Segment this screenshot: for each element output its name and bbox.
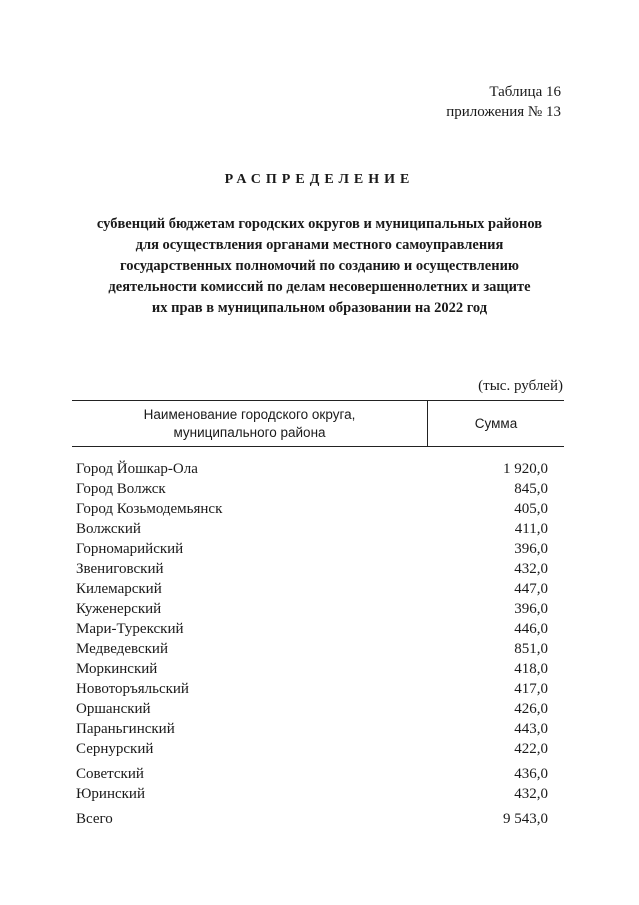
subtitle-line: их прав в муниципальном образовании на 2022 год [151,300,488,316]
column-header-name-line2: муниципального района [173,424,326,440]
table-row [76,579,548,599]
row-value: 447,0 [514,581,548,597]
row-value: 845,0 [514,481,548,497]
total-row [76,809,548,829]
units-label: (тыс. рублей) [478,378,563,394]
table-row [76,599,548,619]
table-body [76,459,548,829]
column-header-sum: Сумма [474,416,518,431]
total-value: 9 543,0 [503,811,548,827]
table-row [76,764,548,784]
table-row [76,459,548,479]
table-row [76,699,548,719]
subtitle-line: для осуществления органами местного самоуправления [135,237,504,253]
appendix-number: приложения № 13 [446,104,561,120]
row-value: 396,0 [514,541,548,557]
row-value: 851,0 [514,641,548,657]
row-value: 396,0 [514,601,548,617]
column-header-name-line1: Наименование городского округа, [143,406,356,422]
table-row [76,739,548,759]
total-label: Всего [76,811,113,827]
row-name: Горномарийский [76,541,184,557]
row-value: 426,0 [514,701,548,717]
row-value: 436,0 [514,766,548,782]
row-name: Город Волжск [76,481,166,497]
row-name: Город Козьмодемьянск [76,501,223,517]
subtitle-line: государственных полномочий по созданию и осуществлению [120,258,519,274]
row-name: Оршанский [76,701,151,717]
row-value: 422,0 [514,741,548,757]
row-value: 411,0 [514,521,548,537]
row-value: 446,0 [514,621,548,637]
row-name: Мари-Турекский [76,621,184,637]
row-name: Куженерский [76,601,162,617]
row-name: Волжский [76,521,141,537]
table-row [76,619,548,639]
row-value: 432,0 [514,561,548,577]
row-value: 443,0 [514,721,548,737]
row-value: 1 920,0 [503,461,548,477]
row-name: Новоторъяльский [76,681,189,697]
document-subtitle [70,214,569,319]
row-value: 432,0 [514,786,548,802]
table-header [72,400,564,447]
row-name: Медведевский [76,641,168,657]
row-name: Моркинский [76,661,158,677]
row-name: Параньгинский [76,721,175,737]
table-row [76,784,548,804]
row-name: Советский [76,766,144,782]
column-header-name [72,401,428,446]
row-name: Город Йошкар-Ола [76,461,198,477]
row-value: 417,0 [514,681,548,697]
table-row [76,519,548,539]
table-row [76,719,548,739]
row-name: Юринский [76,786,145,802]
table-row [76,479,548,499]
subtitle-line: деятельности комиссий по делам несовершеннолетних и защите [108,279,531,295]
table-number: Таблица 16 [489,84,561,100]
table-row [76,659,548,679]
table-row [76,639,548,659]
table-row [76,679,548,699]
subtitle-line: субвенций бюджетам городских округов и муниципальных районов [96,216,543,232]
table-reference [446,82,561,122]
row-value: 405,0 [514,501,548,517]
table-row [76,499,548,519]
row-value: 418,0 [514,661,548,677]
row-name: Сернурский [76,741,154,757]
row-name: Килемарский [76,581,162,597]
row-name: Звениговский [76,561,164,577]
table-row [76,559,548,579]
table-row [76,539,548,559]
document-title: РАСПРЕДЕЛЕНИЕ [224,172,415,187]
